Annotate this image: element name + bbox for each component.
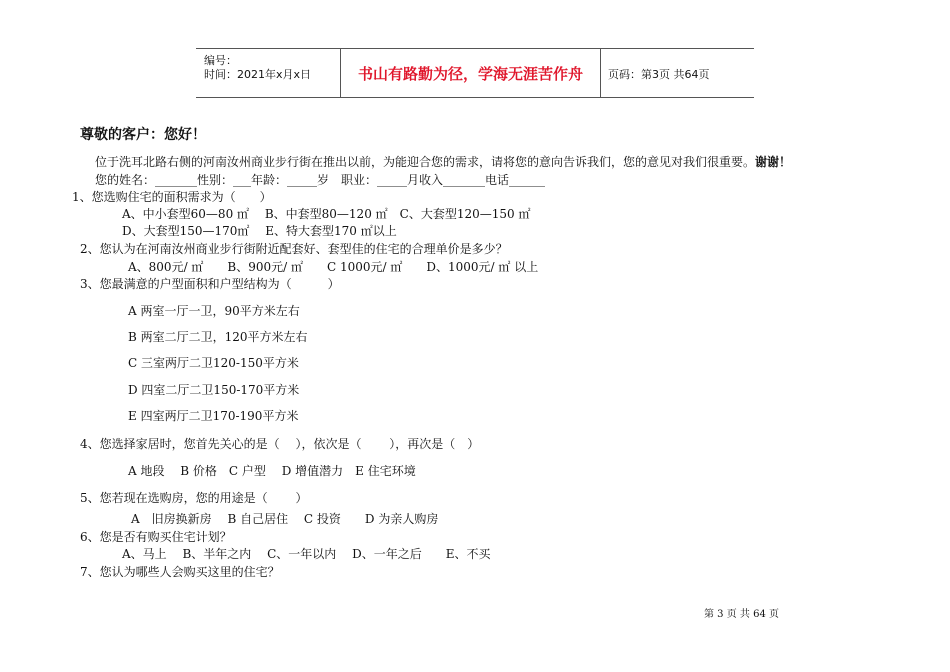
q1-options-line1: A、中小套型60—80 ㎡ B、中套型80—120 ㎡ C、大套型120—150 ㎡ <box>122 207 531 221</box>
greeting-title: 尊敬的客户：您好！ <box>80 127 206 143</box>
q3-option-c: C 三室两厅二卫120-150平方米 <box>128 356 299 370</box>
q4-options: A 地段 B 价格 C 户型 D 增值潜力 E 住宅环境 <box>128 464 416 478</box>
q1-text: 1、您选购住宅的面积需求为（ ） <box>72 190 272 204</box>
q3-option-b: B 两室二厅二卫，120平方米左右 <box>128 330 308 344</box>
q5-options: A 旧房换新房 B 自己居住 C 投资 D 为亲人购房 <box>131 512 439 526</box>
q3-option-d: D 四室二厅二卫150-170平方米 <box>128 383 300 397</box>
q7-text: 7、您认为哪些人会购买这里的住宅？ <box>80 565 280 579</box>
intro-text: 位于洗耳北路右侧的河南汝州商业步行街在推出以前，为能迎合您的需求，请将您的意向告诉我们，您的意见对我们很重要。 <box>95 155 756 169</box>
q6-text: 6、您是否有购买住宅计划？ <box>80 530 232 544</box>
q3-option-a: A 两室一厅一卫，90平方米左右 <box>128 304 300 318</box>
info-line: 您的姓名：_______性别：___年龄：_____岁 职业：_____月收入_______电话______ <box>95 173 546 187</box>
page-footer: 第 3 页 共 64 页 <box>704 609 779 620</box>
q2-text: 2、您认为在河南汝州商业步行街附近配套好、套型佳的住宅的合理单价是多少？ <box>80 242 508 256</box>
q3-text: 3、您最满意的户型面积和户型结构为（ ） <box>80 277 340 291</box>
time-label: 时间：2021年x月x日 <box>204 68 312 81</box>
q6-options: A、马上 B、半年之内 C、一年以内 D、一年之后 E、不买 <box>122 547 491 561</box>
intro-thanks: 谢谢！ <box>755 155 792 169</box>
slogan: 书山有路勤为径，学海无涯苦作舟 <box>341 49 601 97</box>
q4-text: 4、您选择家居时，您首先关心的是（ ），依次是（ ），再次是（ ） <box>80 437 480 451</box>
page-code: 页码：第3页 共64页 <box>608 68 710 81</box>
intro-paragraph <box>95 153 791 170</box>
q1-options-line2: D、大套型150—170㎡ E、特大套型170 ㎡以上 <box>122 224 397 238</box>
header-info-cell <box>196 49 341 97</box>
header-table <box>196 48 754 98</box>
q5-text: 5、您若现在选购房，您的用途是（ ） <box>80 491 308 505</box>
q3-option-e: E 四室两厅二卫170-190平方米 <box>128 409 299 423</box>
q2-options: A、800元/ ㎡ B、900元/ ㎡ C 1000元/ ㎡ D、1000元/ ㎡ 以上 <box>128 260 539 274</box>
number-label: 编号： <box>204 54 237 67</box>
